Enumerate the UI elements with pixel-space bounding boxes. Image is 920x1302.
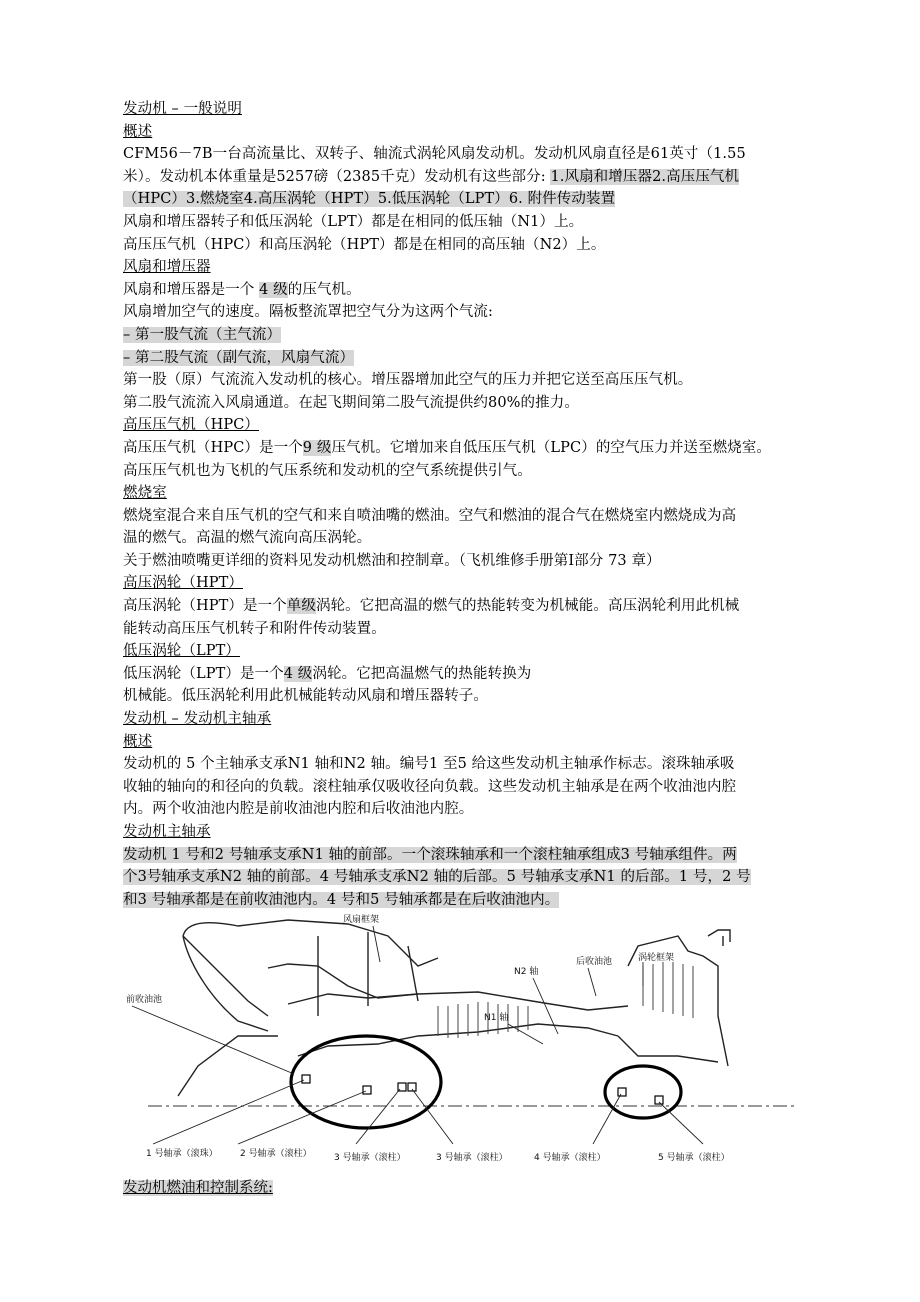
- text-line: [123, 663, 813, 686]
- engine-outline: [178, 920, 730, 1096]
- aft-sump-label: 后收油池: [576, 957, 613, 967]
- body-text: 的压气机。: [287, 281, 361, 298]
- fuel-control-heading: 发动机燃油和控制系统:: [123, 1180, 273, 1196]
- body-text: 米）。发动机本体重量是5257磅（2385千克）发动机有这些部分:: [123, 168, 551, 185]
- section-heading: 高压涡轮（HPT）: [123, 575, 243, 592]
- text-line: [123, 866, 813, 889]
- n2-shaft-label: N2 轴: [514, 967, 539, 977]
- footer-heading-wrap: [123, 1177, 273, 1199]
- text-line: [123, 527, 813, 550]
- body-text: 第一股（原）气流流入发动机的核心。增压器增加此空气的压力并把它送至高压压气机。: [123, 372, 693, 389]
- body-text: 内。两个收油池内腔是前收油池内腔和后收油池内腔。: [123, 801, 474, 818]
- document-lines: [123, 98, 813, 911]
- bearing1-label: 1 号轴承（滚珠）: [146, 1149, 218, 1159]
- highlighted-text: 和3 号轴承都是在前收油池内。4 号和5 号轴承都是在后收油池内。: [123, 891, 560, 908]
- body-text: 高压压气机也为飞机的气压系统和发动机的空气系统提供引气。: [123, 462, 532, 479]
- body-text: 高压涡轮（HPT）是一个: [123, 598, 287, 615]
- highlighted-text: – 第二股气流（副气流，风扇气流）: [123, 349, 355, 366]
- text-line: [123, 640, 813, 663]
- text-line: [123, 414, 813, 437]
- highlighted-text: – 第一股气流（主气流）: [123, 326, 282, 343]
- n1-shaft-label: N1 轴: [484, 1013, 509, 1023]
- section-heading: 发动机 – 发动机主轴承: [123, 711, 272, 728]
- text-line: [123, 753, 813, 776]
- text-line: [123, 505, 813, 528]
- text-line: [123, 595, 813, 618]
- text-line: [123, 572, 813, 595]
- section-heading: 概述: [123, 733, 153, 750]
- bearing2-label: 2 号轴承（滚柱）: [240, 1149, 312, 1159]
- text-line: [123, 121, 813, 144]
- highlighted-text: 个3号轴承支承N2 轴的前部。4 号轴承支承N2 轴的后部。5 号轴承支承N1 的后部。1 号，2 号: [123, 869, 751, 886]
- highlighted-text: 9 级: [302, 439, 332, 456]
- fan-frame-label: 风扇框架: [343, 915, 380, 925]
- body-text: 机械能。低压涡轮利用此机械能转动风扇和增压器转子。: [123, 688, 488, 705]
- text-line: [123, 482, 813, 505]
- body-text: 收轴的轴向的和径向的负载。滚柱轴承仅吸收径向负载。这些发动机主轴承是在两个收油池内腔: [123, 778, 737, 795]
- text-line: [123, 211, 813, 234]
- text-line: [123, 392, 813, 415]
- text-line: [123, 437, 813, 460]
- body-text: 压气机。它增加来自低压压气机（LPC）的空气压力并送至燃烧室。: [331, 439, 772, 456]
- body-text: 发动机的 5 个主轴承支承N1 轴和N2 轴。编号1 至5 给这些发动机主轴承作标志。滚珠轴承吸: [123, 756, 735, 773]
- body-text: 燃烧室混合来自压气机的空气和来自喷油嘴的燃油。空气和燃油的混合气在燃烧室内燃烧成为高: [123, 507, 737, 524]
- highlighted-text: 4 级: [259, 281, 288, 298]
- bearing3b-label: 3 号轴承（滚柱）: [436, 1153, 508, 1163]
- bearing5-label: 5 号轴承（滚柱）: [658, 1153, 730, 1163]
- body-text: 涡轮。它把高温燃气的热能转换为: [312, 665, 532, 682]
- text-line: [123, 279, 813, 302]
- highlighted-text: 单级: [286, 598, 316, 615]
- text-line: [123, 776, 813, 799]
- forward-sump-circle: [291, 1036, 441, 1128]
- text-line: [123, 188, 813, 211]
- body-text: 涡轮。它把高温的燃气的热能转变为机械能。高压涡轮利用此机械: [315, 598, 740, 615]
- text-line: [123, 369, 813, 392]
- text-line: [123, 618, 813, 641]
- highlighted-text: 发动机 1 号和2 号轴承支承N1 轴的前部。一个滚珠轴承和一个滚柱轴承组成3 号轴承组件。两: [123, 846, 737, 863]
- highlighted-text: 1.风扇和增压器2.高压压气机: [550, 168, 740, 185]
- text-line: [123, 708, 813, 731]
- section-heading: 风扇和增压器: [123, 259, 211, 276]
- text-line: [123, 256, 813, 279]
- text-line: [123, 143, 813, 166]
- section-heading: 低压涡轮（LPT）: [123, 643, 240, 660]
- text-line: [123, 685, 813, 708]
- body-text: 风扇和增压器转子和低压涡轮（LPT）都是在相同的低压轴（N1）上。: [123, 213, 584, 230]
- body-text: 关于燃油喷嘴更详细的资料见发动机燃油和控制章。（飞机维修手册第I部分 73 章）: [123, 552, 661, 569]
- section-heading: 高压压气机（HPC）: [123, 417, 259, 434]
- section-heading: 发动机 – 一般说明: [123, 101, 242, 117]
- body-text: 高压压气机（HPC）和高压涡轮（HPT）都是在相同的高压轴（N2）上。: [123, 236, 606, 253]
- body-text: 风扇和增压器是一个: [123, 281, 260, 298]
- highlighted-text: （HPC）3.燃烧室4.高压涡轮（HPT）5.低压涡轮（LPT）6. 附件传动装置: [123, 191, 616, 208]
- body-text: 高压压气机（HPC）是一个: [123, 439, 303, 456]
- section-heading: 发动机主轴承: [123, 824, 211, 840]
- body-text: 能转动高压压气机转子和附件传动装置。: [123, 620, 386, 637]
- bearing4-label: 4 号轴承（滚柱）: [534, 1153, 606, 1163]
- text-line: [123, 798, 813, 821]
- text-line: [123, 844, 813, 867]
- text-line: [123, 821, 813, 844]
- body-text: 风扇增加空气的速度。隔板整流罩把空气分为这两个气流:: [123, 304, 493, 321]
- forward-sump-label: 前收油池: [126, 995, 163, 1005]
- bearing3a-label: 3 号轴承（滚柱）: [334, 1153, 406, 1163]
- section-heading: 燃烧室: [123, 485, 167, 502]
- text-line: [123, 234, 813, 257]
- text-line: [123, 166, 813, 189]
- body-text: 第二股气流流入风扇通道。在起飞期间第二股气流提供约80%的推力。: [123, 394, 579, 411]
- text-line: [123, 460, 813, 483]
- body-text: 温的燃气。高温的燃气流向高压涡轮。: [123, 530, 372, 547]
- section-heading: 概述: [123, 123, 153, 140]
- body-text: CFM56－7B一台高流量比、双转子、轴流式涡轮风扇发动机。发动机风扇直径是61英寸（1.55: [123, 146, 746, 163]
- text-line: [123, 550, 813, 573]
- turbine-frame-label: 涡轮框架: [638, 953, 675, 963]
- highlighted-text: 4 级: [283, 665, 313, 682]
- body-text: 低压涡轮（LPT）是一个: [123, 665, 284, 682]
- engine-bearing-diagram: [118, 906, 808, 1174]
- text-line: [123, 324, 813, 347]
- text-line: [123, 301, 813, 324]
- aft-sump-circle: [605, 1066, 681, 1118]
- text-line: [123, 731, 813, 754]
- text-line: [123, 347, 813, 370]
- text-line: [123, 98, 813, 121]
